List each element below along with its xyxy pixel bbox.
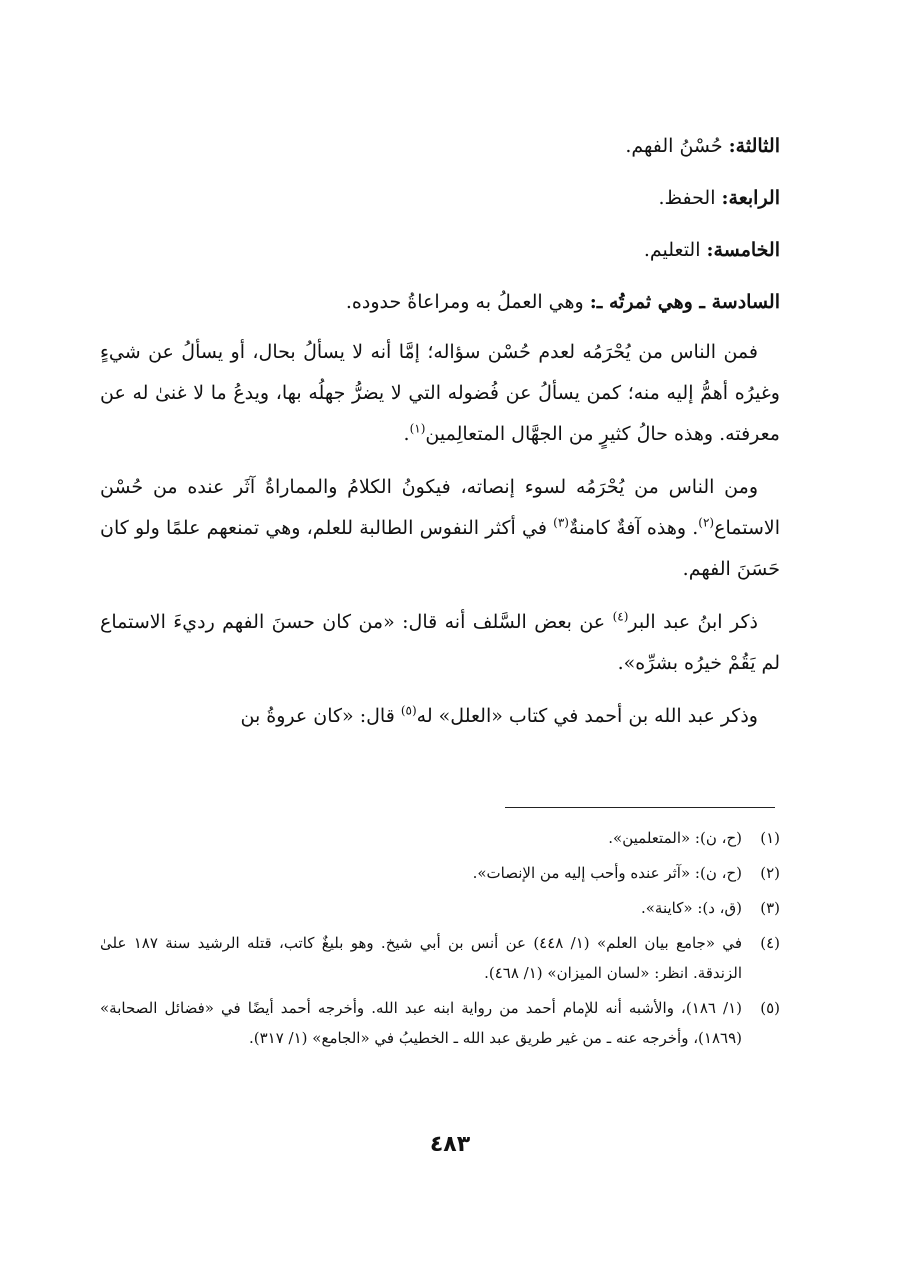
heading-label: السادسة ـ وهي ثمرتُه ـ:	[589, 291, 780, 313]
footnote-ref-4[interactable]: (٤)	[612, 609, 629, 624]
footnote-ref-5[interactable]: (٥)	[400, 703, 417, 718]
paragraph-1	[100, 332, 780, 455]
paragraph-4	[100, 696, 780, 737]
footnotes	[100, 818, 780, 1053]
paragraph-text: وذكر عبد الله بن أحمد في كتاب «العلل» له	[416, 705, 758, 727]
paragraph-text: ومن الناس من يُحْرَمُه لسوء إنصاته، فيكونُ الكلامُ والمماراةُ آثَر عنده من حُسْن الاستماع	[100, 476, 780, 539]
paragraph-2	[100, 467, 780, 590]
heading-fourth	[100, 172, 780, 224]
heading-text: حُسْنُ الفهم.	[625, 135, 729, 157]
heading-sixth	[100, 276, 780, 328]
footnote-number: (١)	[760, 829, 780, 847]
footnote-text: (١/ ١٨٦)، والأشبه أنه للإمام أحمد من رواية ابنه عبد الله. وأخرجه أحمد أيضًا في «فضائل الصحابة» (١٨٦٩)، وأخرجه عنه ـ من غير طريق عبد الله ـ الخطيبُ في «الجامع» (١/ ٣١٧).	[100, 999, 743, 1047]
footnote-divider	[505, 807, 775, 808]
footnote-text: (ح، ن): «المتعلمين».	[608, 829, 742, 847]
footnote-1	[100, 823, 780, 853]
footnote-5	[100, 993, 780, 1053]
heading-third	[100, 120, 780, 172]
footnote-text: (ق، د): «كاينة».	[640, 899, 742, 917]
footnote-3	[100, 893, 780, 923]
heading-text: التعليم.	[643, 239, 707, 261]
heading-label: الرابعة:	[721, 187, 780, 209]
paragraph-text: عن بعض السَّلف أنه قال: «من كان حسنَ الفهم رديءَ الاستماع لم يَقُمْ خيرُه بشرِّه».	[100, 611, 780, 674]
footnote-number: (٤)	[760, 934, 780, 952]
paragraph-text: . وهذه آفةٌ كامنةٌ	[568, 517, 699, 539]
paragraph-text: في أكثر النفوس الطالبة للعلم، وهي تمنعهم علمًا ولو كان حَسَنَ الفهم.	[100, 517, 780, 580]
footnote-2	[100, 858, 780, 888]
footnote-text: في «جامع بيان العلم» (١/ ٤٤٨) عن أنس بن أبي شيخ. وهو بليغٌ كاتب، قتله الرشيد سنة ١٨٧ علىٰ الزندقة. انظر: «لسان الميزان» (١/ ٤٦٨).	[100, 934, 742, 982]
paragraph-end: .	[403, 423, 410, 445]
main-text	[100, 120, 780, 737]
paragraph-3	[100, 602, 780, 684]
footnote-number: (٣)	[760, 899, 780, 917]
paragraph-text: فمن الناس من يُحْرَمُه لعدم حُسْن سؤاله؛ إمَّا أنه لا يسألُ بحال، أو يسألُ عن شيءٍ وغيرُه أهمُّ إليه منه؛ كمن يسألُ عن فُضوله التي لا يضرُّ جهلُه بها، ويدعُ ما لا غنىٰ له عن معرفته. وهذه حالُ كثيرٍ من الجهَّال المتعالِمين	[100, 341, 780, 445]
paragraph-text: قال: «كان عروةُ بن	[240, 705, 401, 727]
heading-label: الثالثة:	[728, 135, 780, 157]
footnote-ref-1[interactable]: (١)	[409, 421, 426, 436]
heading-fifth	[100, 224, 780, 276]
footnote-number: (٢)	[760, 864, 780, 882]
paragraph-text: ذكر ابنُ عبد البر	[628, 611, 758, 633]
heading-text: الحفظ.	[658, 187, 722, 209]
footnote-ref-3[interactable]: (٣)	[553, 515, 569, 530]
page-number: ٤٨٣	[429, 1132, 471, 1157]
footnote-4	[100, 928, 780, 988]
footnote-number: (٥)	[760, 999, 780, 1017]
heading-label: الخامسة:	[706, 239, 780, 261]
footnote-ref-2[interactable]: (٢)	[698, 515, 715, 530]
footnote-text: (ح، ن): «آثر عنده وأحب إليه من الإنصات».	[472, 864, 742, 882]
heading-text: وهي العملُ به ومراعاةُ حدوده.	[345, 291, 590, 313]
